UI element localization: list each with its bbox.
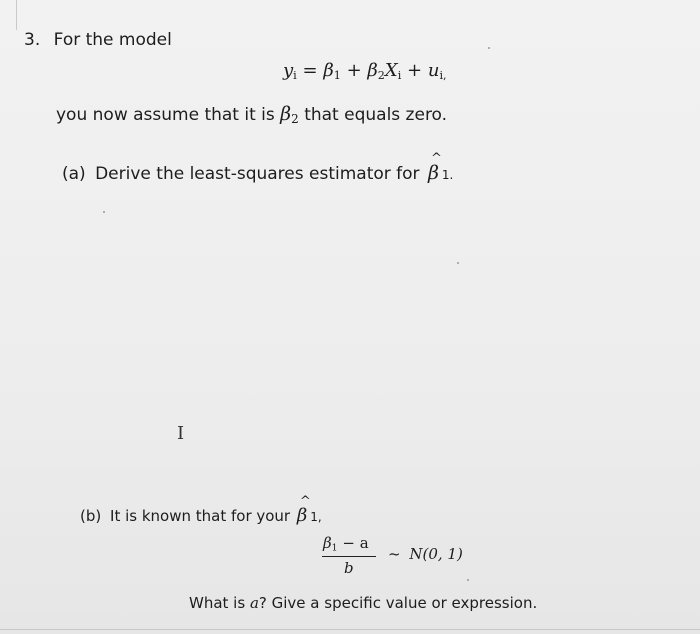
part-b-text: It is known that for your <box>110 507 291 525</box>
beta-hat-symbol: ^ β <box>427 151 442 184</box>
speck <box>488 47 490 49</box>
speck <box>103 211 105 213</box>
distribution: ~ N(0, 1) <box>388 545 463 563</box>
part-a-text: Derive the least-squares estimator for <box>95 164 420 184</box>
assumption-text: you now assume that it is $\beta_2$ that equals zero. <box>56 103 448 126</box>
part-b: (b) It is known that for your ^ β 1, <box>80 494 322 526</box>
speck <box>457 262 459 264</box>
fraction-numerator: $\beta_1 - a$ <box>323 534 369 554</box>
page-margin-line <box>16 0 17 30</box>
fraction-denominator: b <box>344 559 354 577</box>
part-b-label: (b) <box>80 507 102 525</box>
speck <box>467 579 469 581</box>
page-bottom-edge <box>0 629 700 630</box>
question-number: 3. <box>24 30 41 50</box>
part-a: (a) Derive the least-squares estimator for ^ β 1. <box>62 151 454 184</box>
question-intro: For the model <box>53 30 172 50</box>
part-b-question: What is a? Give a specific value or expression. <box>189 594 538 612</box>
beta-hat-symbol-b: ^ β <box>296 494 311 526</box>
fraction-bar <box>322 556 376 557</box>
model-equation: $y_i = \beta_1 + \beta_2X_i + u_{i,}$ <box>283 60 447 82</box>
text-cursor-icon: I <box>177 423 185 444</box>
question-heading <box>24 30 172 50</box>
part-a-label: (a) <box>62 164 86 184</box>
